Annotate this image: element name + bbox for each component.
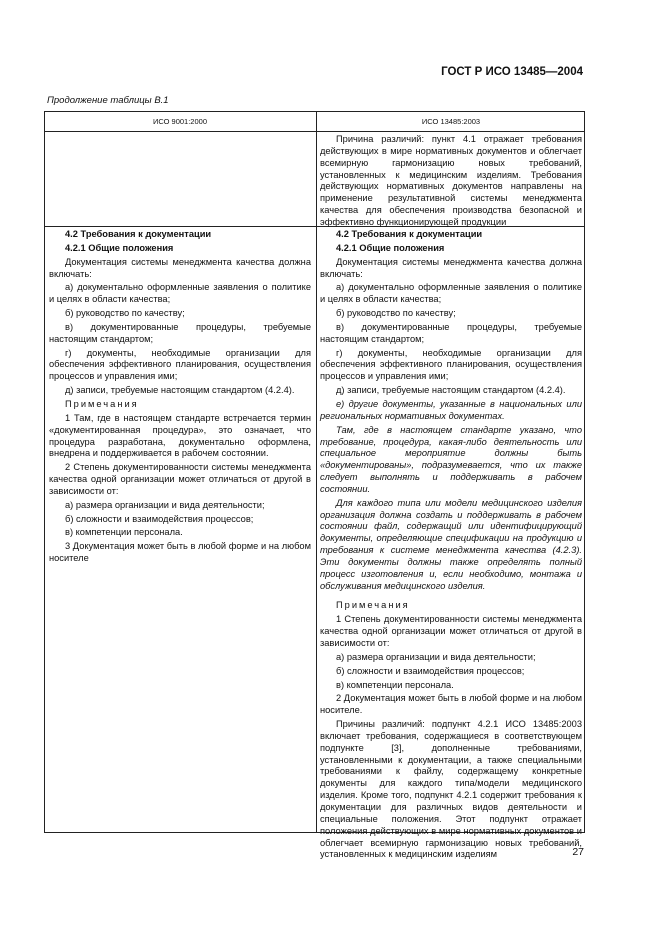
note: 3 Документация может быть в любой форме и на любом носителе [49,541,311,564]
column-header-left: ИСО 9001:2000 [152,117,207,126]
note: 2 Степень документированности системы менеджмента качества одной организации может отличаться от другой в зависимости от: [49,462,311,496]
list-item: а) размера организации и вида деятельности; [65,499,265,510]
left-column-cell [49,229,311,567]
subsection-heading: 4.2.1 Общие положения [336,242,445,253]
table-continuation-caption: Продолжение таблицы В.1 [47,95,169,106]
added-paragraph: Там, где в настоящем стандарте указано, что требование, процедура, какая-либо деятельность или специальное мероприятие должны быть «документированы», подразумевается, что их также следует выполнять и поддерживать в рабочем состоянии. [320,424,582,494]
list-item: б) руководство по качеству; [65,308,185,319]
notes-heading: Примечания [336,600,410,611]
list-item: в) документированные процедуры, требуемые настоящим стандартом; [49,321,311,344]
list-item: г) документы, необходимые организации для обеспечения эффективного планирования, осуществления процессов и управления ими; [320,347,582,382]
note: 1 Степень документированности системы менеджмента качества одной организации может отличаться от другой в зависимости от: [320,614,582,648]
list-item: а) документально оформленные заявления о политике и целях в области качества; [320,282,582,305]
list-item: а) размера организации и вида деятельности; [336,651,536,662]
note: 2 Документация может быть в любой форме и на любом носителе. [320,693,582,716]
difference-reason-4-1: Причина различий: пункт 4.1 отражает требования действующих в мире нормативных документов и облегчает всемирную гармонизацию новых требований, установленных к медицинским изделиям. Требования действующих нормативных документов направлены на применение результативной системы менеджмента качества для обеспечения производства безопасной и эффективно функционирующей продукции [320,134,582,227]
row1-right-cell [320,134,582,231]
header-row-divider [45,131,584,132]
standard-header: ГОСТ Р ИСО 13485—2004 [441,66,583,78]
list-item: г) документы, необходимые организации для обеспечения эффективного планирования, осуществления процессов и управления ими; [49,347,311,382]
list-item: д) записи, требуемые настоящим стандартом (4.2.4). [336,385,566,396]
paragraph: Документация системы менеджмента качества должна включать: [320,256,582,279]
list-item: б) сложности и взаимодействия процессов; [336,665,525,676]
added-paragraph: Для каждого типа или модели медицинского изделия организация должна создать и поддерживать в рабочем состоянии файл, содержащий или идентифицирующий документы, определяющие спецификации на продукцию и требования к системе менеджмента качества (4.2.3). Эти документы должны также определять полный процесс изготовления и, если необходимо, монтажа и обслуживания медицинского изделия. [320,497,582,591]
section-heading: 4.2 Требования к документации [65,229,212,239]
section-heading: 4.2 Требования к документации [336,229,483,239]
notes-heading: Примечания [65,398,139,409]
note: 1 Там, где в настоящем стандарте встречается термин «документированная процедура», это означает, что процедура разработана, документально оформлена, внедрена и поддерживается в рабочем состоянии. [49,412,311,459]
list-item: б) сложности и взаимодействия процессов; [65,513,254,524]
subsection-heading: 4.2.1 Общие положения [65,242,174,253]
list-item: а) документально оформленные заявления о политике и целях в области качества; [49,282,311,305]
list-item: в) компетенции персонала. [65,527,183,538]
list-item-added: е) другие документы, указанные в национальных или региональных нормативных документах. [320,398,582,421]
list-item: в) компетенции персонала. [336,679,454,690]
list-item: б) руководство по качеству; [336,308,456,319]
right-column-cell [320,229,582,863]
column-header-right: ИСО 13485:2003 [421,117,481,126]
column-divider [316,112,317,832]
page-number: 27 [572,846,584,858]
paragraph: Документация системы менеджмента качества должна включать: [49,256,311,279]
difference-reason-4-2-1: Причины различий: подпункт 4.2.1 ИСО 13485:2003 включает требования, содержащиеся в соответствующем подпункте [3], дополненные требованиями, установленными к документации, а также специальными требованиями к файлу, содержащему конкретные документы для каждого типа/модели медицинского изделия. Кроме того, подпункт 4.2.1 содержит требования к документации для различных видов деятельности и специальные положения. Этот подпункт отражает положения действующих в мире нормативных документов и облегчает всемирную гармонизацию новых требований, установленных к медицинским изделиям [320,719,582,860]
list-item: д) записи, требуемые настоящим стандартом (4.2.4). [65,385,295,396]
list-item: в) документированные процедуры, требуемые настоящим стандартом; [320,321,582,344]
